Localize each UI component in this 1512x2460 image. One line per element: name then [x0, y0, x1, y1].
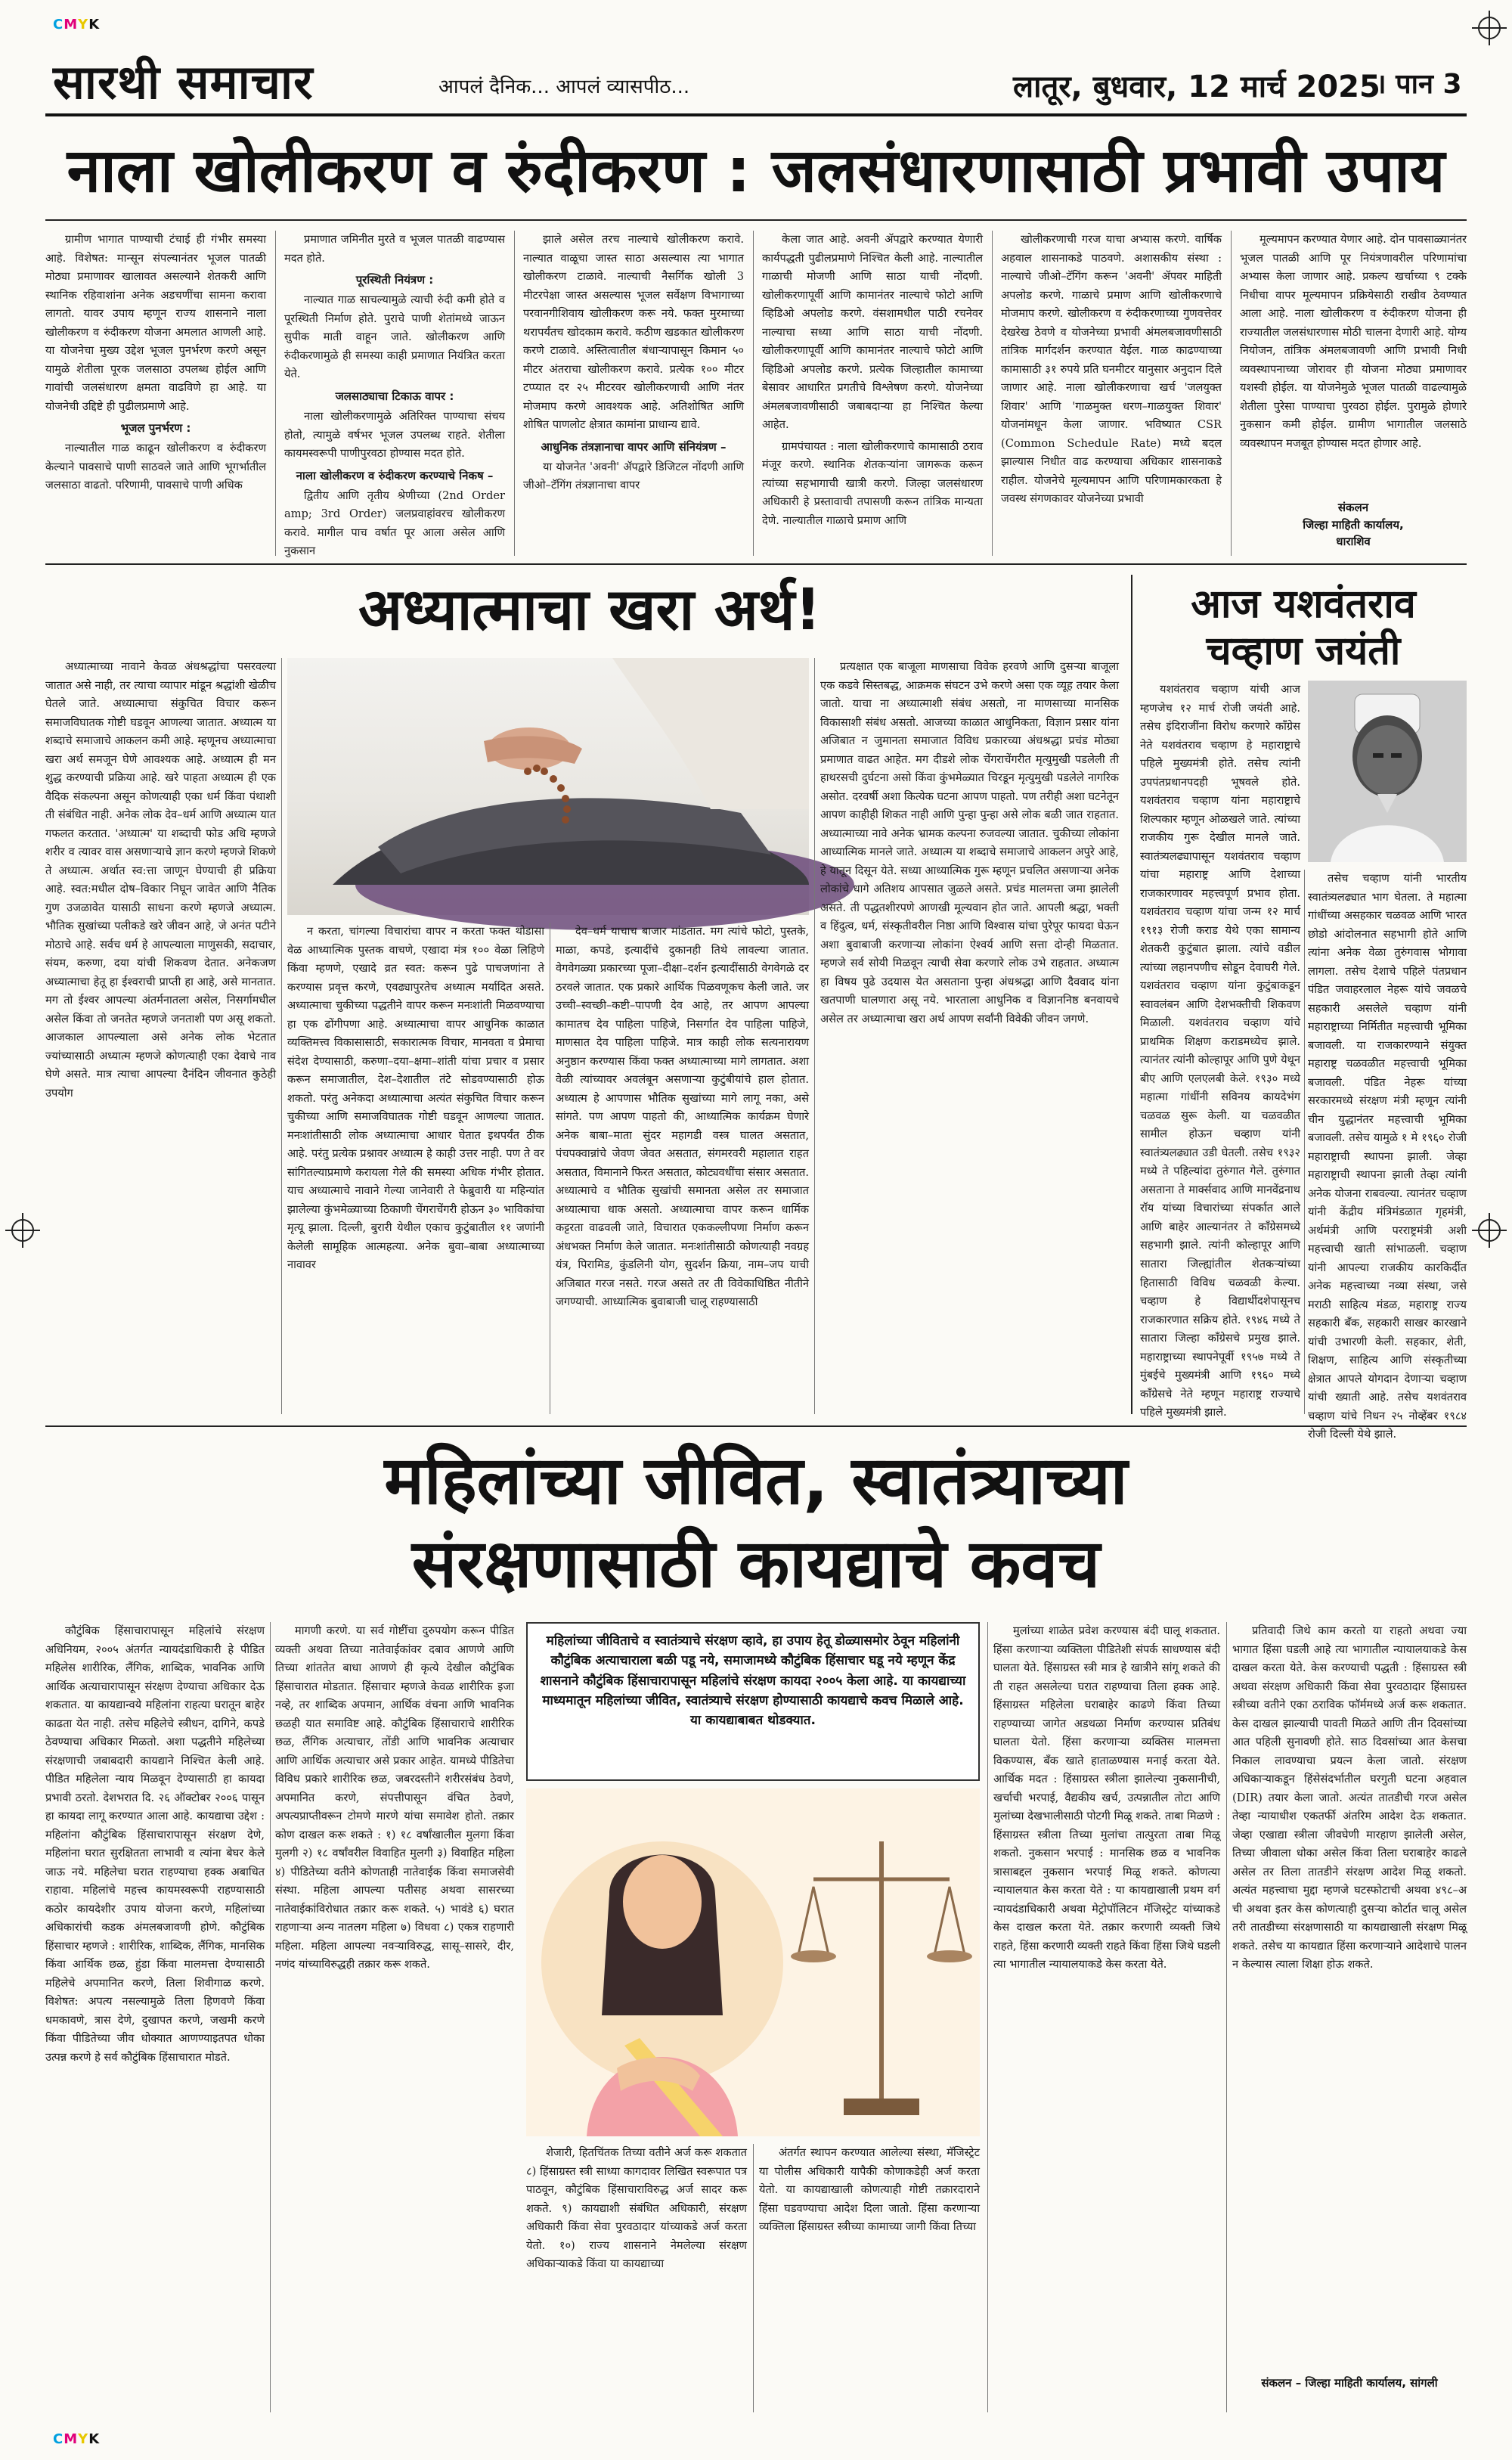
article4-column-1: कौटुंबिक हिंसाचारापासून महिलांचे संरक्षण अधिनियम, २००५ अंतर्गत न्यायदंडाधिकारी हे पीडित महिलेस शारीरिक, लैंगिक, शाब्दिक, भावनिक आणि आर्थिक अत्याचारापासून संरक्षण देण्याचा अधिकार देऊ शकतात. या कायद्यान्वये महिलांना राहत्या घरातून बाहेर काढता येत नाही. तसेच महिलेचे स्त्रीधन, दागिने, कपडे ठेवण्याचा अधिकार मिळतो. अशा पद्धतीने महिलेच्या संरक्षणाची जबाबदारी कायद्याने निश्चित केली आहे. पीडित महिलेला न्याय मिळवून देण्यासाठी हा कायदा प्रभावी ठरतो. देशभरात दि. २६ ऑक्टोबर २००६ पासून हा कायदा लागू करण्यात आला आहे. कायद्याचा उद्देश : महिलांना कौटुंबिक हिंसाचारापासून संरक्षण देणे, महिलांना घरात सुरक्षितता लाभावी व त्यांना बेघर केले जाऊ नये. महिलेचा घरात राहण्याचा हक्क अबाधित राहावा. महिलांचे महत्त्व कायमस्वरूपी राहण्यासाठी कठोर कायदेशीर उपाय योजना करणे, महिलांच्या अधिकारांची कडक अंमलबजावणी होणे. कौटुंबिक हिंसाचार म्हणजे : शारीरिक, शाब्दिक, लैंगिक, मानसिक किंवा आर्थिक छळ, हुंडा किंवा मालमत्ता देण्यासाठी महिलेचे अपमानित करणे, तिला शिवीगाळ करणे. विशेषत: अपत्य नसल्यामुळे तिला हिणवणे किंवा धमकावणे, त्रास देणे, दुखापत करणे, जखमी करणे किंवा पीडितेच्या जीव धोक्यात आणण्याइतपत धोका उत्पन्न करणे हे सर्व कौटुंबिक हिंसाचारात मोडते.	[45, 1624, 265, 2064]
registration-mark-right	[1478, 1219, 1501, 1242]
article2-headline: अध्यात्माचा खरा अर्थ!	[358, 575, 821, 643]
article2-column-4: प्रत्यक्षात एक बाजूला माणसाचा विवेक हरवणे आणि दुसऱ्या बाजूला एक कडवे सिस्तबद्ध, आक्रमक संघटन उभे करणे असा एक व्यूह तयार केला जातो. याचा ना अध्यात्माशी संबंध असतो, ना माणसाच्या मानसिक विकासाशी संबंध असतो. आजच्या काळात आधुनिकता, विज्ञान प्रसार यांना अजिबात न जुमानता समाजात विविध प्रकारच्या अंधश्रद्धा प्रचंड मोठ्या प्रमाणात वाढत आहेत. मग दीडशे लोक चेंगराचेंगरीत मृत्युमुखी पडलेली ती हाथरसची दुर्घटना असो किंवा कुंभमेळ्यात चिरडून मृत्युमुखी पडलेले नागरिक असोत. दरवर्षी अशा कित्येक घटना आपण पाहतो. पण तरीही अशा घटनेतून आपण काहीही शिकत नाही आणि पुन्हा पुन्हा असे लोक बळी जात राहतात. अध्यात्माच्या नावे अनेक भ्रामक कल्पना रुजवल्या जातात. चुकीच्या लोकांना आध्यात्मिक मानले जाते. अध्यात्म या शब्दाचे समाजाचे आकलन अपुरे आहे, हे यातून दिसून येते. सध्या आध्यात्मिक गुरू म्हणून प्रचलित असणाऱ्या अनेक लोकांचे धागे अतिशय आपसात जुळले असते. प्रचंड मालमत्ता जमा झालेली असते. ती पद्धतशीरपणे आणखी मूल्यवान होत जाते. आपली श्रद्धा, भक्ती व हिंदुत्व, धर्म, संस्कृतीवरील निष्ठा आणि विश्वास यांचा पुरेपूर फायदा घेऊन अशा बुवाबाजी करणाऱ्या लोकांना ऐश्वर्य आणि सत्ता दोन्ही मिळतात. म्हणजे सर्व सोयी मिळवून त्याची सेवा करणारे लोक उभे राहतात. अध्यात्म हा विषय पुढे उदयास येत असताना पुन्हा अंधश्रद्धा आणि दैववाद यांना खतपाणी घालणारा असू नये. भारताला आधुनिक व विज्ञाननिष्ठ बनवायचे असेल तर अध्यात्माचा खरा अर्थ आपण सर्वांनी विवेकी जीवन जगणे.	[820, 660, 1119, 1025]
article4-column-2: मागणी करणे. या सर्व गोष्टींचा दुरुपयोग करून पीडित व्यक्ती अथवा तिच्या नातेवाईकांवर दबाव आणणे आणि तिच्या शांततेत बाधा आणणे ही कृत्ये देखील कौटुंबिक हिंसाचारात मोडतात. हिंसाचार म्हणजे केवळ शारीरिक इजा नव्हे, तर शाब्दिक अपमान, आर्थिक वंचना आणि भावनिक छळही यात समाविष्ट आहे. कौटुंबिक हिंसाचाराचे शारीरिक छळ, लैंगिक अत्याचार, तोंडी आणि भावनिक अत्याचार आणि आर्थिक अत्याचार असे प्रकार आहेत. यामध्ये पीडितेचा विविध प्रकारे शारीरिक छळ, जबरदस्तीने शरीरसंबंध ठेवणे, अपमानित करणे, संपत्तीपासून वंचित ठेवणे, अपत्यप्राप्तीवरून टोमणे मारणे यांचा समावेश होतो. तक्रार कोण दाखल करू शकते : १) १८ वर्षांखालील मुलगा किंवा मुलगी २) १८ वर्षांवरील विवाहित मुलगी ३) विवाहित महिला ४) पीडितेच्या वतीने कोणताही नातेवाईक किंवा समाजसेवी संस्था. महिला आपल्या पतीसह अथवा सासरच्या नातेवाईकांविरोधात तक्रार करू शकते. ५) भावंडे ६) घरात राहणाऱ्या अन्य नातलग महिला ७) विधवा ८) एकत्र राहणारी महिला. महिला आपल्या नवऱ्याविरुद्ध, सासू–सासरे, दीर, नणंद यांच्याविरुद्धही तक्रार करू शकते.	[275, 1624, 514, 1971]
article2-column-1: अध्यात्माच्या नावाने केवळ अंधश्रद्धांचा पसरवल्या जातात असे नाही, तर त्याचा व्यापार मांडून श्रद्धांशी खेळीच घेतले जाते. अध्यात्माचा संकुचित विचार करून समाजविघातक गोष्टी घडवून आणल्या जातात. अध्यात्म या शब्दाचे समाजाचे आकलन कमी आहे. म्हणूनच अध्यात्माचा खरा अर्थ समजून घेणे आवश्यक आहे. अध्यात्म ही मन शुद्ध करण्याची प्रक्रिया आहे. खरे पाहता अध्यात्म ही एक वैदिक संकल्पना असून कोणत्याही एका धर्म किंवा पंथाशी ती संबंधित नाही. अनेक लोक देव–धर्म आणि अध्यात्म यात गफलत करतात. 'अध्यात्म' या शब्दाची फोड अधि म्हणजे शरीर व त्यावर वास असणाऱ्याचे ज्ञान करणे म्हणजे शिकणे ते अध्यात्म. अर्थात स्व:त्ता जाणून घेण्याची ही प्रक्रिया आहे. स्वत:मधील दोष–विकार निघून जावेत आणि नैतिक गुण उजळावेत यासाठी साधना करणे म्हणजे अध्यात्म. भौतिक सुखांच्या पलीकडे खरे जीवन आहे, जे अनंत पटीने मोठाचे आहे. सर्वच धर्म हे आपल्याला माणुसकी, सदाचार, संयम, करुणा, दया यांची शिकवण देतात. अनेकजण अध्यात्माचा हेतू हा ईश्वराची प्राप्ती हा आहे, असे मानतात. मग तो ईश्वर आपल्या अंतर्मनातला असेल, निसर्गामधील असेल किंवा तो जनतेत म्हणजे जनताशी पण असू शकतो. आजकाल आपल्याला असे अनेक लोक भेटतात ज्यांच्यासाठी अध्यात्म म्हणजे कोणत्याही एका देवाचे नाव घेणे असते. मात्र त्याचा आपल्या दैनंदिन जीवनात कुठेही उपयोग	[45, 660, 276, 1100]
registration-mark-top-right	[1478, 17, 1501, 39]
column-rule	[514, 231, 515, 556]
column-rule	[1304, 870, 1305, 1414]
cmyk-mark-bottom: CMYK	[53, 2431, 101, 2447]
divider	[45, 1425, 1467, 1427]
article2-column-3: देव–धर्म याचाच बाजार मांडतात. मग त्यांचे फोटो, पुस्तके, माळा, कपडे, इत्यादींचे दुकानही तिथे लावल्या जातात. वेगवेगळ्या प्रकारच्या पूजा–दीक्षा–दर्शन इत्यादींसाठी वेगवेगळे दर ठरवले जातात. एक प्रकारे आर्थिक पिळवणूकच केली जाते. जर उच्ची–स्वच्छी–कष्टी–पापणी देव आहे, तर आपण आपल्या कामातच देव पाहिला पाहिजे, निसर्गात देव पाहिला पाहिजे, माणसात देव पाहिला पाहिजे. मात्र काही लोक सत्यनारायण अनुष्ठान करण्यास किंवा फक्त अध्यात्माच्या मागे लागतात. अशा वेळी त्यांच्यावर अवलंबून असणाऱ्या कुटुंबीयांचे हाल होतात. अध्यात्म हे आपणास भौतिक सुखांच्या मागे लागू नका, असे सांगते. पण आपण पाहतो की, आध्यात्मिक कार्यक्रम घेणारे अनेक बाबा–माता सुंदर महागडी वस्त्र घालत असतात, पंचपक्वान्नांचे जेवण जेवत असतात, संगमरवरी महालात राहत असतात, विमानाने फिरत असतात, कोट्यवधींचा संसार असतात. अध्यात्माचे व भौतिक सुखांची समानता असेल तर समाजात अध्यात्माचा धाक असतो. अध्यात्माचा वापर करून धार्मिक कट्टरता वाढवली जाते, विचारात एककल्लीपणा निर्माण करून अंधभक्त निर्माण केले जातात. मनःशांतीसाठी कोणत्याही नवग्रह यंत्र, पिरामिड, कुंडलिनी योग, सुदर्शन क्रिया, नाम–जप याची अजिबात गरज नसते. गरज असते तर ती विवेकाधिष्ठित नीतीने जगण्याची. आध्यात्मिक बुवाबाजी चालू राहण्यासाठी	[556, 925, 809, 1309]
column-rule	[275, 231, 276, 556]
portrait-illustration	[1308, 681, 1467, 862]
article1-column-6: मूल्यमापन करण्यात येणार आहे. दोन पावसाळ्यानंतर भूजल पातळी आणि पूर नियंत्रणावरील परिणामांचा अभ्यास केला जाणार आहे. प्रकल्प खर्चाच्या ९ टक्के निधीचा वापर मूल्यमापन प्रक्रियेसाठी राखीव ठेवण्यात आला आहे. नाला खोलीकरण व रुंदीकरण योजना ही राज्यातील जलसंधारणास मोठी चालना देणारी आहे. योग्य नियोजन, तांत्रिक अंमलबजावणी आणि प्रभावी निधी व्यवस्थापनाच्या जोरावर ही योजना मोठ्या प्रमाणावर यशस्वी होईल. या योजनेमुळे भूजल पातळी वाढल्यामुळे शेतीला पुरेसा पाण्याचा पुरवठा होईल. पुरामुळे होणारे नुकसान कमी होईल. ग्रामीण भागातील जलसाठे व्यवस्थापन मजबूत होण्यास मदत होणार आहे.	[1240, 233, 1467, 450]
article1-column-2: प्रमाणात जमिनीत मुरते व भूजल पातळी वाढण्यास मदत होते. पूरस्थिती नियंत्रण : नाल्यात गाळ साचल्यामुळे त्याची रुंदी कमी होते व पूरस्थिती निर्माण होते. पुराचे पाणी शेतांमध्ये जाऊन सुपीक माती वाहून जाते. खोलीकरण आणि रुंदीकरणामुळे ही समस्या काही प्रमाणात नियंत्रित करता येते. जलसाठ्याचा टिकाऊ वापर : नाला खोलीकरणामुळे अतिरिक्त पाण्याचा संचय होतो, त्यामुळे वर्षभर भूजल उपलब्ध राहते. शेतीला कायमस्वरूपी पाणीपुरवठा होण्यास मदत होते. नाला खोलीकरण व रुंदीकरण करण्याचे निकष – द्वितीय आणि तृतीय श्रेणीच्या (2nd Order amp; 3rd Order) जलप्रवाहांवरच खोलीकरण करावे. मागील पाच वर्षात पूर आला असेल आणि नुकसान	[284, 233, 505, 558]
meditation-photo	[287, 658, 809, 915]
column-rule	[1231, 231, 1232, 556]
article1-column-1: ग्रामीण भागात पाण्याची टंचाई ही गंभीर समस्या आहे. विशेषत: मान्सून संपल्यानंतर भूजल पातळी मोठ्या प्रमाणावर खालावत असल्याने शेतकरी आणि स्थानिक रहिवाशांना अनेक अडचणींचा सामना करावा लागतो. यावर उपाय म्हणून राज्य शासनाने नाला खोलीकरण व रुंदीकरण योजना अमलात आणली आहे. या योजनेचा मुख्य उद्देश भूजल पुनर्भरण करणे असून यामुळे शेतीला पूरक जलसाठा उपलब्ध होईल आणि गावांची जलसंधारण क्षमता वाढविणे हा आहे. या योजनेची उद्दिष्टे ही पुढीलप्रमाणे आहे. भूजल पुनर्भरण : नाल्यातील गाळ काढून खोलीकरण व रुंदीकरण केल्याने पावसाचे पाणी साठवले जाते आणि भूगर्भातील जलसाठा वाढतो. परिणामी, पावसाचे पाणी अधिक	[45, 233, 266, 492]
divider	[45, 219, 1467, 221]
divider	[45, 563, 1467, 565]
article4-headline-line1: महिलांच्या जीवित, स्वातंत्र्याच्या	[384, 1441, 1128, 1519]
article4-credit: संकलन – जिल्हा माहिती कार्यालय, सांगली	[1261, 2376, 1438, 2390]
yashwantrao-photo	[1308, 681, 1467, 862]
article4-column-3: शेजारी, हितचिंतक तिच्या वतीने अर्ज करू शकतात ८) हिंसाग्रस्त स्त्री साध्या कागदावर लिखित स्वरूपात पत्र पाठवून, कौटुंबिक हिंसाचाराविरुद्ध अर्ज सादर करू शकते. ९) कायद्याशी संबंधित अधिकारी, संरक्षण अधिकारी किंवा सेवा पुरवठादार यांच्याकडे अर्ज करता येतो. १०) राज्य शासनाने नेमलेल्या संरक्षण अधिकाऱ्याकडे किंवा या कायद्याच्या	[526, 2146, 747, 2271]
column-rule	[753, 231, 754, 556]
meditation-illustration	[287, 658, 809, 915]
column-rule	[814, 658, 815, 1414]
article4-column-5: मुलांच्या शाळेत प्रवेश करण्यास बंदी घालू शकतात. हिंसा करणाऱ्या व्यक्तिला पीडितेशी संपर्क साधण्यास बंदी घालता येते. हिंसाग्रस्त स्त्री मात्र हे खात्रीने सांगू शकते की ती राहत असलेल्या घरात राहण्याचा तिला हक्क आहे. हिंसाग्रस्त महिलेला घराबाहेर काढणे किंवा तिच्या राहण्याच्या जागेत अडथळा निर्माण करण्यास प्रतिबंध घालता येतो. हिंसा करणाऱ्या व्यक्तिस मालमत्ता विकण्यास, बँक खाते हाताळण्यास मनाई करता येते. आर्थिक मदत : हिंसाग्रस्त स्त्रीला झालेल्या नुकसानीची, खर्चाची भरपाई, वैद्यकीय खर्च, उत्पन्नातील तोटा आणि मुलांच्या देखभालीसाठी पोटगी मिळू शकते. ताबा मिळणे : हिंसाग्रस्त स्त्रीला तिच्या मुलांचा तात्पुरता ताबा मिळू शकतो. नुकसान भरपाई : मानसिक छळ व भावनिक त्रासाबद्दल नुकसान भरपाई मिळू शकते. कोणत्या न्यायालयात केस करता येते : या कायद्याखाली प्रथम वर्ग न्यायदंडाधिकारी अथवा मेट्रोपॉलिटन मॅजिस्ट्रेट यांच्याकडे केस दाखल करता येते. तक्रार करणारी व्यक्ती जिथे राहते, हिंसा करणारी व्यक्ती राहते किंवा हिंसा जिथे घडली त्या भागातील न्यायालयाकडे केस करता येते.	[993, 1624, 1220, 1971]
women-justice-illustration	[526, 1788, 980, 2136]
article3-headline: आज यशवंतराव चव्हाण जयंती	[1191, 582, 1416, 675]
article1-column-3: झाले असेल तरच नाल्याचे खोलीकरण करावे. नाल्यात वाळूचा जास्त साठा असल्यास त्या भागात खोलीकरण टाळावे. नाल्याची नैसर्गिक खोली 3 मीटरपेक्षा जास्त असल्यास भूजल सर्वेक्षण विभागाच्या परवानगीशिवाय खोलीकरण करू नये. फक्त मुरमाच्या थरापर्यंतच खोदकाम करावे. कठीण खडकात खोलीकरण करणे टाळावे. अस्तित्वातील बंधाऱ्यापासून किमान ५० मीटर अंतराचा खोलीकरण करावे. प्रत्येक १०० मीटर टप्प्यात दर २५ मीटरवर खोलीकरणाची आणि नंतर मोजमाप करणे आवश्यक आहे. अतिशोषित आणि शोषित पाणलोट क्षेत्रात कामांना प्राधान्य द्यावे. आधुनिक तंत्रज्ञानाचा वापर आणि संनियंत्रण – या योजनेत 'अवनी' ॲपद्वारे डिजिटल नोंदणी आणि जीओ–टॅगिंग तंत्रज्ञानाचा वापर	[523, 233, 744, 492]
newspaper-tagline: आपलं दैनिक... आपलं व्यासपीठ...	[438, 76, 690, 98]
column-rule	[270, 1622, 271, 2412]
column-rule	[753, 2144, 754, 2412]
section-rule	[1131, 575, 1132, 1414]
justice-woman-graphic	[526, 1788, 980, 2136]
column-rule	[992, 231, 993, 556]
article1-column-4: केला जात आहे. अवनी ॲपद्वारे करण्यात येणारी कार्यपद्धती पुढीलप्रमाणे निश्चित केली आहे. नाल्यातील गाळाची मोजणी आणि साठा याची नोंदणी. खोलीकरणापूर्वी आणि कामानंतर नाल्याचे फोटो आणि व्हिडिओ अपलोड करणे. वंसशामधील पाठी रचनेवर नाल्याचा सध्या आणि साठा याची नोंदणी. खोलीकरणापूर्वी आणि कामानंतर नाल्याचे फोटो आणि व्हिडिओ अपलोड करणे. प्रत्येक जिल्हातील कामाच्या बेसावर आधारित प्रगतीचे विश्लेषण करणे. योजनेच्या अंमलबजावणीसाठी जबाबदाऱ्या हा निश्चित केल्या आहेत. ग्रामपंचायत : नाला खोलीकरणाचे कामासाठी ठराव मंजूर करणे. स्थानिक शेतकऱ्यांना जागरूक करून त्यांच्या सहभागाची खात्री करणे. जिल्हा जलसंधारण अधिकारी हे प्रस्तावाची तपासणी करून तांत्रिक मान्यता देणे. नाल्यातील गाळाचे प्रमाण आणि	[762, 233, 983, 527]
issue-date: लातूर, बुधवार, 12 मार्च 2025	[1013, 70, 1380, 104]
column-rule	[1226, 1622, 1227, 2412]
article4-column-6: प्रतिवादी जिथे काम करतो या राहतो अथवा ज्या भागात हिंसा घडली आहे त्या भागातील न्यायालयाकडे केस दाखल करता येते. केस करण्याची पद्धती : हिंसाग्रस्त स्त्री अथवा संरक्षण अधिकारी किंवा सेवा पुरवठादार हिंसाग्रस्त स्त्रीच्या वतीने एका ठराविक फॉर्ममध्ये अर्ज करू शकतात. केस दाखल झाल्याची पावती मिळते आणि तीन दिवसांच्या आत पहिली सुनावणी होते. साठ दिवसांच्या आत केसचा निकाल लावण्याचा प्रयत्न केला जातो. संरक्षण अधिकाऱ्याकडून हिंसेसंदर्भातील घरगुती घटना अहवाल (DIR) तयार केला जातो. अत्यंत तातडीची गरज असेल तेव्हा न्यायाधीश एकतर्फी अंतरिम आदेश देऊ शकतात. जेव्हा एखाद्या स्त्रीला जीवघेणी मारहाण झालेली असेल, तिच्या जीवाला धोका असेल किंवा तिला घराबाहेर काढले असेल तर तिला तातडीने संरक्षण आदेश मिळू शकतो. अत्यंत महत्त्वाचा मुद्दा म्हणजे घटस्फोटाची अथवा ४९८–अ ची अथवा इतर केस कोणत्याही दुसऱ्या कोर्टात चालू असेल तरी तातडीच्या संरक्षणासाठी या कायद्याखाली संरक्षण मिळू शकते. तसेच या कायद्यात हिंसा करणाऱ्याने आदेशाचे पालन न केल्यास त्याला शिक्षा होऊ शकते.	[1232, 1624, 1467, 1971]
masthead	[45, 42, 1467, 116]
article1-credit: संकलन जिल्हा माहिती कार्यालय, धाराशिव	[1303, 501, 1404, 548]
article1-column-5: खोलीकरणाची गरज याचा अभ्यास करणे. वार्षिक अहवाल शासनाकडे पाठवणे. अशासकीय संस्था : नाल्याचे जीओ–टॅगिंग करून 'अवनी' ॲपवर माहिती अपलोड करणे. गाळाचे प्रमाण आणि खोलीकरणाचे मोजमाप करणे. खोलीकरण व रुंदीकरणाच्या गुणवत्तेवर देखरेख ठेवणे व योजनेच्या प्रभावी अंमलबजावणीसाठी तांत्रिक मार्गदर्शन करण्यात येईल. गाळ काढण्याच्या कामासाठी ३१ रुपये प्रति घनमीटर यानुसार अनुदान दिले जाणार आहे. नाला खोलीकरणाचा खर्च 'जलयुक्त शिवार' आणि 'गाळमुक्त धरण–गाळयुक्त शिवार' योजनांमधून केला जाणार. भविष्यात CSR (Common Schedule Rate) मध्ये बदल झाल्यास निधीत वाढ करण्याचा अधिकार शासनाकडे राहील. योजनेचे मूल्यमापन आणि परिणामकारकता हे जवस्थ संगणकावर योजनेच्या प्रभावी	[1001, 233, 1222, 506]
column-rule	[987, 1622, 988, 2412]
newspaper-title: सारथी समाचार	[53, 54, 314, 110]
article1-headline: नाला खोलीकरण व रुंदीकरण : जलसंधारणासाठी प्रभावी उपाय	[67, 135, 1445, 206]
article3-column-2: तसेच चव्हाण यांनी भारतीय स्वातंत्र्यलढ्यात भाग घेतला. ते महात्मा गांधींच्या असहकार चळवळ आणि भारत छोडो आंदोलनात सहभागी होते आणि त्यांना अनेक वेळा तुरुंगवास भोगावा लागला. तसेच देशाचे पहिले पंतप्रधान पंडित जवाहरलाल नेहरू यांचे जवळचे सहकारी असलेले चव्हाण यांनी महाराष्ट्राच्या निर्मितीत महत्त्वाची भूमिका बजावली. या राजकारण्याने संयुक्त महाराष्ट्र चळवळीत महत्त्वाची भूमिका बजावली. पंडित नेहरू यांच्या सरकारमध्ये संरक्षण मंत्री म्हणून त्यांनी चीन युद्धानंतर महत्त्वाची भूमिका बजावली. तसेच यामुळे १ मे १९६० रोजी महाराष्ट्राची स्थापना झाली. जेव्हा महाराष्ट्राची स्थापना झाली तेव्हा त्यांनी अनेक योजना राबवल्या. त्यानंतर चव्हाण यांनी केंद्रीय मंत्रिमंडळात गृहमंत्री, अर्थमंत्री आणि परराष्ट्रमंत्री अशी महत्त्वाची खाती सांभाळली. चव्हाण यांनी आपल्या राजकीय कारकिर्दीत अनेक महत्त्वाच्या नव्या संस्था, जसे मराठी साहित्य मंडळ, महाराष्ट्र राज्य सहकारी बँक, सहकारी साखर कारखाने यांची उभारणी केली. सहकार, शेती, शिक्षण, साहित्य आणि संस्कृतीच्या क्षेत्रात आपले योगदान देणाऱ्या चव्हाण यांची ख्याती आहे. तसेच यशवंतराव चव्हाण यांचे निधन २५ नोव्हेंबर १९८४ रोजी दिल्ली येथे झाले.	[1308, 872, 1467, 1441]
article3-column-1: यशवंतराव चव्हाण यांची आज म्हणजेच १२ मार्च रोजी जयंती आहे. तसेच इंदिराजींना विरोध करणारे काँग्रेस नेते यशवंतराव चव्हाण हे महाराष्ट्राचे पहिले मुख्यमंत्री होते. तसेच त्यांनी उपपंतप्रधानपदही भूषवले होते. यशवंतराव चव्हाण यांना महाराष्ट्राचे शिल्पकार म्हणून ओळखले जाते. त्यांच्या राजकीय गुरू देखील मानले जाते. स्वातंत्र्यलढ्यापासून यशवंतराव चव्हाण यांचा महाराष्ट्र आणि देशाच्या राजकारणावर महत्त्वपूर्ण प्रभाव होता. यशवंतराव चव्हाण यांचा जन्म १२ मार्च १९१३ रोजी कराड येथे एका सामान्य शेतकरी कुटुंबात झाला. त्यांचे वडील त्यांच्या लहानपणीच सोडून देवाघरी गेले. यशवंतराव चव्हाण यांना कुटुंबाकडून स्वावलंबन आणि देशभक्तीची शिकवण मिळाली. यशवंतराव चव्हाण यांचे प्राथमिक शिक्षण कराडमध्येच झाले. त्यानंतर त्यांनी कोल्हापूर आणि पुणे येथून बीए आणि एलएलबी केले. १९३० मध्ये महात्मा गांधींनी सविनय कायदेभंग चळवळ सुरू केली. या चळवळीत सामील होऊन चव्हाण यांनी स्वातंत्र्यलढ्यात उडी घेतली. तसेच १९३२ मध्ये ते पहिल्यांदा तुरुंगात गेले. तुरुंगात असताना ते मार्क्सवाद आणि मानवेंद्रनाथ रॉय यांच्या विचारांच्या संपर्कात आले आणि बाहेर आल्यानंतर ते काँग्रेसमध्ये सहभागी झाले. त्यांनी कोल्हापूर आणि सातारा जिल्ह्यांतील शेतकऱ्यांच्या हितासाठी विविध चळवळी केल्या. चव्हाण हे विद्यार्थीदशेपासूनच राजकारणात सक्रिय होते. १९४६ मध्ये ते सातारा जिल्हा काँग्रेसचे प्रमुख झाले. महाराष्ट्राच्या स्थापनेपूर्वी १९५७ मध्ये ते मुंबईचे मुख्यमंत्री आणि १९६० मध्ये कॉंग्रेसचे नेते म्हणून महाराष्ट्र राज्याचे पहिले मुख्यमंत्री झाले.	[1140, 683, 1300, 1419]
article4-intro-box: महिलांच्या जीविताचे व स्वातंत्र्याचे संरक्षण व्हावे, हा उपाय हेतू डोळ्यासमोर ठेवून महिलांनी कौटुंबिक अत्याचाराला बळी पडू नये, समाजामध्ये कौटुंबिक हिंसाचार घडू नये म्हणून केंद्र शासनाने कौटुंबिक हिंसाचारापासून महिलांचे संरक्षण कायदा २००५ केला आहे. या कायद्याच्या माध्यमातून महिलांच्या जीवित, स्वातंत्र्याचे संरक्षण होण्यासाठी कायद्याचे कवच मिळाले आहे. या कायद्याबाबत थोडक्यात.	[526, 1622, 980, 1781]
column-rule	[281, 658, 282, 1414]
article4-headline-line2: संरक्षणासाठी कायद्याचे कवच	[411, 1525, 1101, 1602]
page-number: । पान 3	[1376, 69, 1462, 100]
registration-mark-left	[11, 1219, 34, 1242]
article2-column-2: न करता, चांगल्या विचारांचा वापर न करता फक्त थोडासा वेळ आध्यात्मिक पुस्तक वाचणे, एखादा मंत्र १०० वेळा लिहिणे किंवा म्हणणे, एखादे व्रत स्वत: करून पुढे पाचजणांना ते करण्यास प्रवृत्त करणे, एवढ्यापुरतेच अध्यात्म मर्यादित असते. अध्यात्माचा चुकीच्या पद्धतीने वापर करून मनःशांती मिळवण्याचा हा एक ढोंगीपणा आहे. अध्यात्माचा वापर आधुनिक काळात व्यक्तिमत्त्व विकासासाठी, सकारात्मक विचार, मानवता व प्रेमाचा संदेश देण्यासाठी, करुणा–दया–क्षमा–शांती यांचा प्रचार व प्रसार करून समाजातील, देश–देशातील तंटे सोडवण्यासाठी होऊ शकतो. परंतु अनेकदा अध्यात्माचा अत्यंत संकुचित विचार करून चुकीच्या आणि समाजविघातक गोष्टी घडवून आणल्या जातात. मनःशांतीसाठी लोक अध्यात्माचा आधार घेतात इथपर्यंत ठीक आहे. परंतु प्रत्येक प्रश्नावर अध्यात्म हे काही उत्तर नाही. पण ते वर सांगितल्याप्रमाणे करायला गेले की समस्या अधिक गंभीर होतात. याच अध्यात्माचे नावाने गेल्या जानेवारी ते फेब्रुवारी या महिन्यांत झालेल्या कुंभमेळ्याच्या ठिकाणी चेंगराचेंगरी होऊन ३० भाविकांचा मृत्यू झाला. दिल्ली, बुरारी येथील एकाच कुटुंबातील ११ जणांनी केलेली सामूहिक आत्महत्या. अनेक बुवा–बाबा अध्यात्माच्या नावावर	[287, 925, 544, 1272]
cmyk-mark-top: CMYK	[53, 17, 101, 33]
article4-column-4: अंतर्गत स्थापन करण्यात आलेल्या संस्था, मॅजिस्ट्रेट या पोलीस अधिकारी यापैकी कोणाकडेही अर्ज करता येतो. या कायद्याखाली कोणत्याही गोष्टी तक्रारदाराने हिंसा घडवण्याचा आदेश दिला जातो. हिंसा करणाऱ्या व्यक्तिला हिंसाग्रस्त स्त्रीच्या कामाच्या जागी किंवा तिच्या	[759, 2146, 980, 2234]
